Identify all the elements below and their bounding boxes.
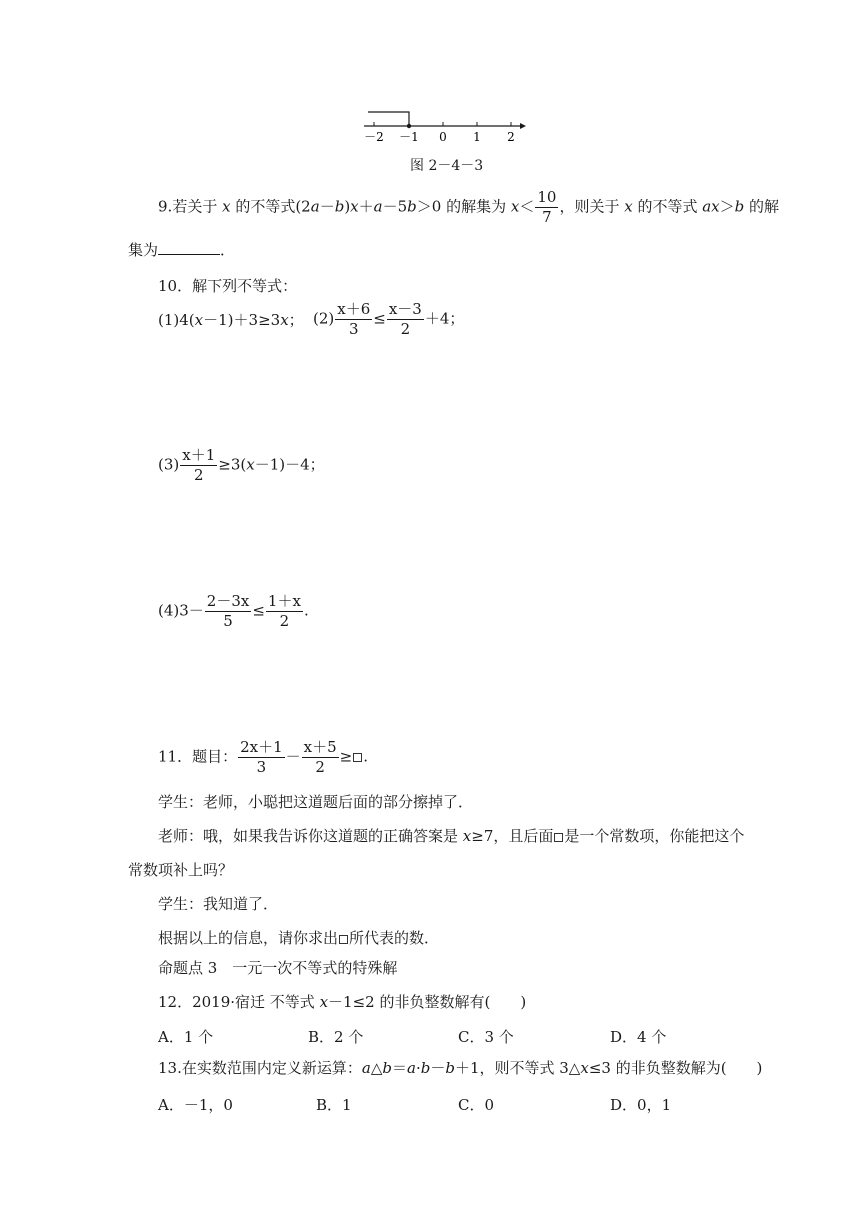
tick-label: 0 <box>439 130 447 144</box>
figure-caption: 图 2－4－3 <box>410 158 484 174</box>
tick-label: 2 <box>507 130 515 144</box>
question-10-part3: (3) $\frac{x+1}{2}$ ≥3(x－1)－4； <box>158 446 325 484</box>
erased-box-icon <box>339 935 348 944</box>
erased-box-icon <box>353 753 362 762</box>
section-heading: 命题点 3 一元一次不等式的特殊解 <box>158 959 398 977</box>
solid-dot <box>407 124 411 128</box>
answer-blank[interactable] <box>158 240 220 255</box>
tick-label: －1 <box>399 130 419 144</box>
question-10-part1: (1)4(x－1)＋3≥3x； <box>158 311 304 329</box>
tick-label: －2 <box>364 130 384 144</box>
q13-option-d[interactable]: D．0，1 <box>610 1096 672 1114</box>
q11-student-reply: 学生：我知道了． <box>158 895 279 913</box>
tick-label: 1 <box>473 130 481 144</box>
q13-option-a[interactable]: A．－1，0 <box>158 1096 233 1114</box>
question-11: 11．题目： $\frac{2x+1}{3}$ － $\frac{x+5}{2}$ ≥ . <box>158 738 369 776</box>
q11-student-line: 学生：老师，小聪把这道题后面的部分擦掉了． <box>158 793 474 811</box>
q13-option-b[interactable]: B．1 <box>316 1096 352 1114</box>
erased-box-icon <box>554 833 563 842</box>
question-9-line2: 集为 ． <box>128 241 236 259</box>
q12-option-c[interactable]: C．3 个 <box>458 1028 514 1046</box>
q12-option-d[interactable]: D．4 个 <box>610 1028 667 1046</box>
q11-teacher-line2: 常数项补上吗？ <box>128 861 234 879</box>
arrow-right-icon <box>520 123 526 129</box>
q11-teacher-line: 老师：哦，如果我告诉你这道题的正确答案是 x≥7，且后面 是一个常数项，你能把这个 <box>158 827 745 845</box>
q11-instruction: 根据以上的信息，请你求出 所代表的数． <box>158 929 440 947</box>
question-13: 13.在实数范围内定义新运算：a△b＝a·b－b＋1，则不等式 3△x≤3 的非负整数解为( ) <box>158 1059 763 1077</box>
number-line-figure <box>360 104 530 146</box>
fraction-10-7: $\frac{10}{7}$ <box>537 188 557 226</box>
q12-option-b[interactable]: B．2 个 <box>308 1028 364 1046</box>
question-9: 9.若关于 x 的不等式(2a－b)x＋a－5b＞0 的解集为 x＜ $\frac{10}{7}$ ，则关于 x 的不等式 ax＞b 的解 <box>158 188 780 226</box>
question-10-title: 10．解下列不等式： <box>158 277 298 295</box>
question-10-part4: (4)3－ $\frac{2-3x}{5}$ ≤ $\frac{1+x}{2}$ . <box>158 592 309 630</box>
q13-option-c[interactable]: C．0 <box>458 1096 495 1114</box>
question-12: 12．2019·宿迁 不等式 x－1≤2 的非负整数解有( ) <box>158 993 527 1011</box>
question-10-part2: (2) $\frac{x+6}{3}$ ≤ $\frac{x-3}{2}$ ＋4； <box>313 300 465 338</box>
q12-option-a[interactable]: A．1 个 <box>158 1028 214 1046</box>
